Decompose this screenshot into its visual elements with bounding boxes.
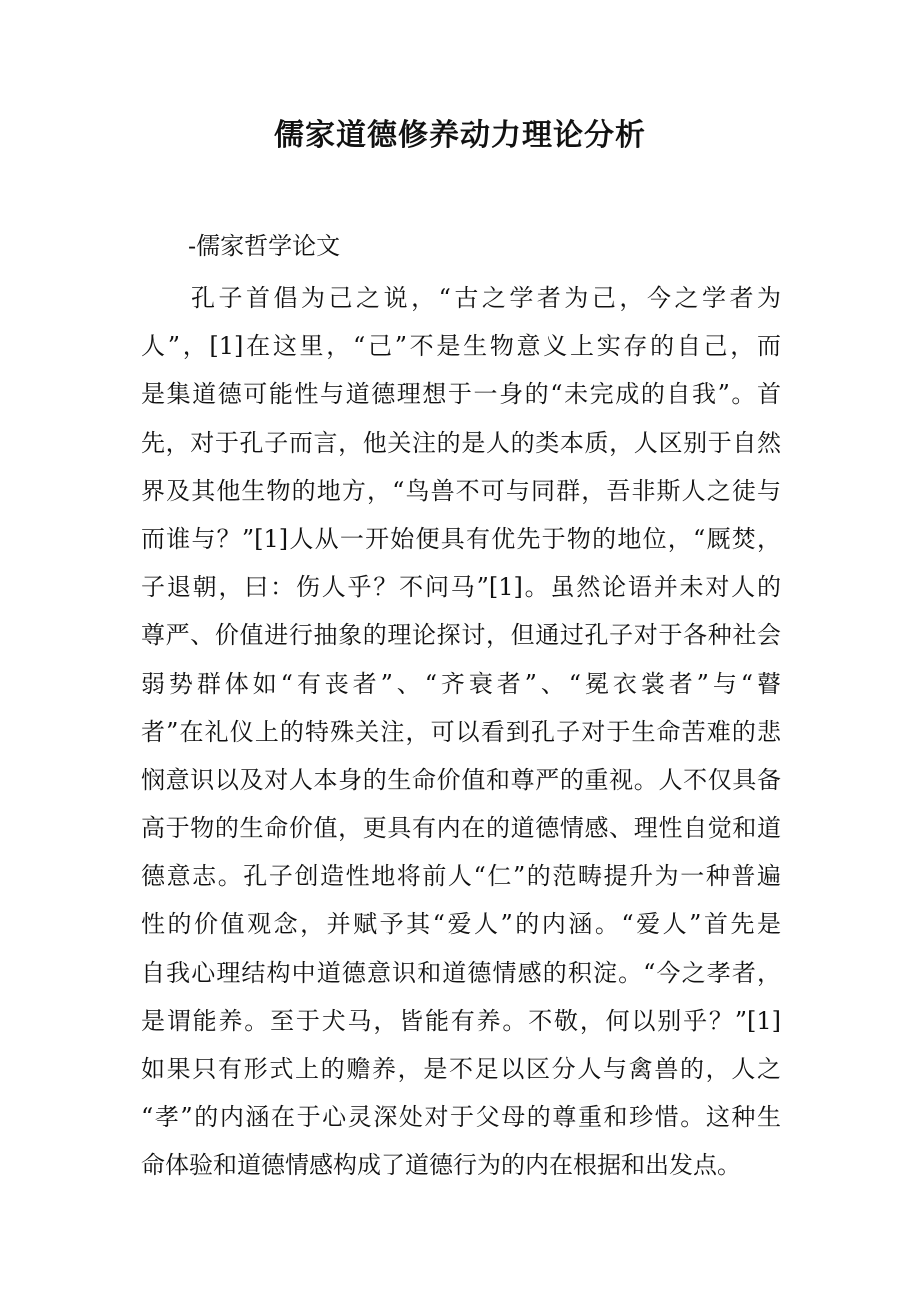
paragraph-line: 子退朝，曰：伤人乎？不问马”[1]。虽然论语并未对人的 <box>141 573 781 602</box>
paragraph-line: 尊严、价值进行抽象的理论探讨，但通过孔子对于各种社会 <box>141 621 781 650</box>
paragraph-line: 孔子首倡为己之说，“古之学者为己，今之学者为 <box>191 284 781 312</box>
paragraph-line: 命体验和道德情感构成了道德行为的内在根据和出发点。 <box>141 1151 741 1180</box>
paragraph-line: 如果只有形式上的赡养，是不足以区分人与禽兽的，人之 <box>141 1055 781 1083</box>
paragraph-line: 人”，[1]在这里，“己”不是生物意义上实存的自己，而 <box>141 332 781 361</box>
paragraph-line: 者”在礼仪上的特殊关注，可以看到孔子对于生命苦难的悲 <box>141 717 781 746</box>
paragraph-line: 弱势群体如“有丧者”、“齐衰者”、“冕衣裳者”与“瞽 <box>141 669 781 698</box>
body-paragraph <box>141 276 781 1192</box>
paragraph-line: 界及其他生物的地方，“鸟兽不可与同群，吾非斯人之徒与 <box>141 476 781 505</box>
paragraph-line: 性的价值观念，并赋予其“爱人”的内涵。“爱人”首先是 <box>141 910 781 939</box>
paragraph-line: 是集道德可能性与道德理想于一身的“未完成的自我”。首 <box>141 380 781 409</box>
paragraph-line: 自我心理结构中道德意识和道德情感的积淀。“今之孝者， <box>141 958 781 987</box>
paragraph-line: 是谓能养。至于犬马，皆能有养。不敬，何以别乎？”[1] <box>141 1006 781 1035</box>
paragraph-line: 而谁与？”[1]人从一开始便具有优先于物的地位，“厩焚， <box>141 524 781 553</box>
paragraph-line: 德意志。孔子创造性地将前人“仁”的范畴提升为一种普遍 <box>141 862 781 891</box>
document-title: 儒家道德修养动力理论分析 <box>274 118 646 153</box>
paragraph-line: 悯意识以及对人本身的生命价值和尊严的重视。人不仅具备 <box>141 765 781 794</box>
paragraph-line: 高于物的生命价值，更具有内在的道德情感、理性自觉和道 <box>141 814 781 843</box>
paragraph-line: 先，对于孔子而言，他关注的是人的类本质，人区别于自然 <box>141 428 781 457</box>
document-subtitle: -儒家哲学论文 <box>188 232 341 260</box>
paragraph-line: “孝”的内涵在于心灵深处对于父母的尊重和珍惜。这种生 <box>141 1103 781 1132</box>
